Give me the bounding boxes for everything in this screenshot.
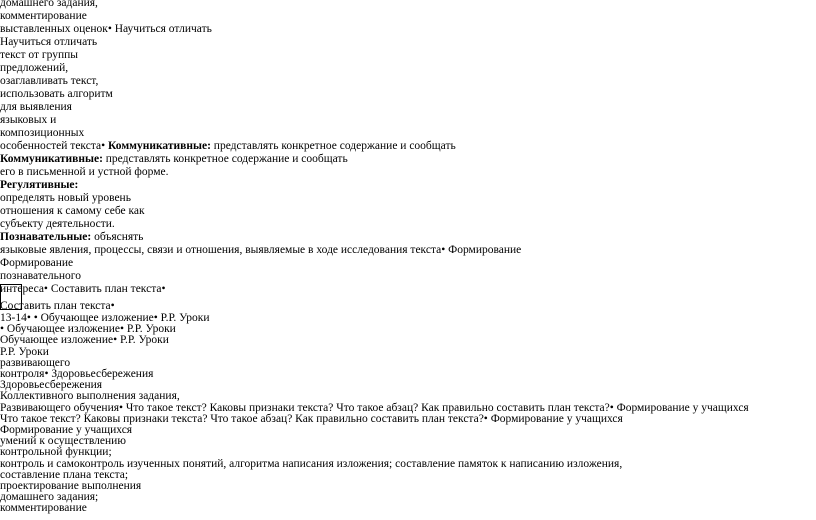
text-line: использовать алгоритм [0, 88, 113, 100]
text-run: представлять конкретное содержание и сообщать [210, 140, 456, 152]
text-line: • Обучающее изложение• Р.Р. Уроки [0, 323, 176, 336]
empty-table-cell [0, 284, 22, 310]
text-line: 13-14• • Обучающее изложение• Р.Р. Уроки [0, 312, 210, 324]
text-line: домашнего задания; [0, 491, 99, 504]
text-line: контроль и самоконтроль изученных понятий, алгоритма написания изложения; составление памяток к написанию изложения, [0, 457, 623, 470]
text-line: языковые явления, процессы, связи и отношения, выявляемые в ходе исследования текста• Формирование [0, 244, 522, 256]
text-line: комментирование [0, 10, 87, 22]
text-line: Обучающее изложение• Р.Р. Уроки [0, 334, 169, 347]
text-line: интереса• Составить план текста• [0, 283, 166, 295]
text-run: особенностей текста• [0, 140, 109, 152]
text-line: Формирование у учащихся [0, 424, 133, 436]
text-line: контрольной функции; [0, 446, 112, 459]
text-line [0, 231, 143, 244]
text-line: Здоровьесбережения [0, 379, 103, 392]
text-line: озаглавливать текст, [0, 75, 99, 87]
heading-regulatory: Регулятивные: [0, 179, 79, 191]
text-line: текст от группы [0, 49, 79, 61]
text-line: Формирование [0, 257, 74, 269]
text-line [0, 153, 348, 166]
text-line [0, 179, 78, 192]
text-line [0, 140, 456, 153]
text-line: Научиться отличать [0, 36, 98, 48]
text-line: его в письменной и устной форме. [0, 166, 169, 178]
heading-communicative: Коммуникативные: [0, 153, 103, 165]
text-line: развивающего [0, 356, 71, 369]
text-run: представлять конкретное содержание и сообщать [102, 153, 348, 165]
text-line: композиционных [0, 127, 85, 139]
text-line: умений к осуществлению [0, 435, 126, 448]
text-line: комментирование [0, 502, 87, 515]
text-line: субъекту деятельности. [0, 218, 115, 230]
text-line: контроля• Здоровьесбережения [0, 368, 154, 380]
text-line: Р.Р. Уроки [0, 345, 49, 358]
text-line: Развивающего обучения• Что такое текст? Каковы признаки текста? Что такое абзац? Как правильно составить план текста?• Формирование у учащихся [0, 401, 749, 414]
text-line: выставленных оценок• Научиться отличать [0, 23, 212, 35]
text-line: отношения к самому себе как [0, 205, 145, 217]
text-line: для выявления [0, 101, 72, 113]
heading-communicative: Коммуникативные: [108, 140, 211, 152]
text-line: Что такое текст? Каковы признаки текста? Что такое абзац? Как правильно составить план текста?• Формирование у учащихся [0, 412, 623, 425]
heading-cognitive: Познавательные: [0, 231, 92, 243]
text-line: домашнего задания, [0, 0, 98, 9]
text-line: Коллективного выполнения задания, [0, 390, 180, 403]
text-line: составление плана текста; [0, 468, 129, 481]
text-line: языковых и [0, 114, 57, 126]
text-line: проектирование выполнения [0, 480, 142, 492]
text-line: познавательного [0, 270, 81, 282]
text-line: определять новый уровень [0, 192, 131, 204]
text-run: объяснять [91, 231, 144, 243]
text-line: Составить план текста• [0, 300, 115, 312]
text-line: предложений, [0, 62, 69, 74]
